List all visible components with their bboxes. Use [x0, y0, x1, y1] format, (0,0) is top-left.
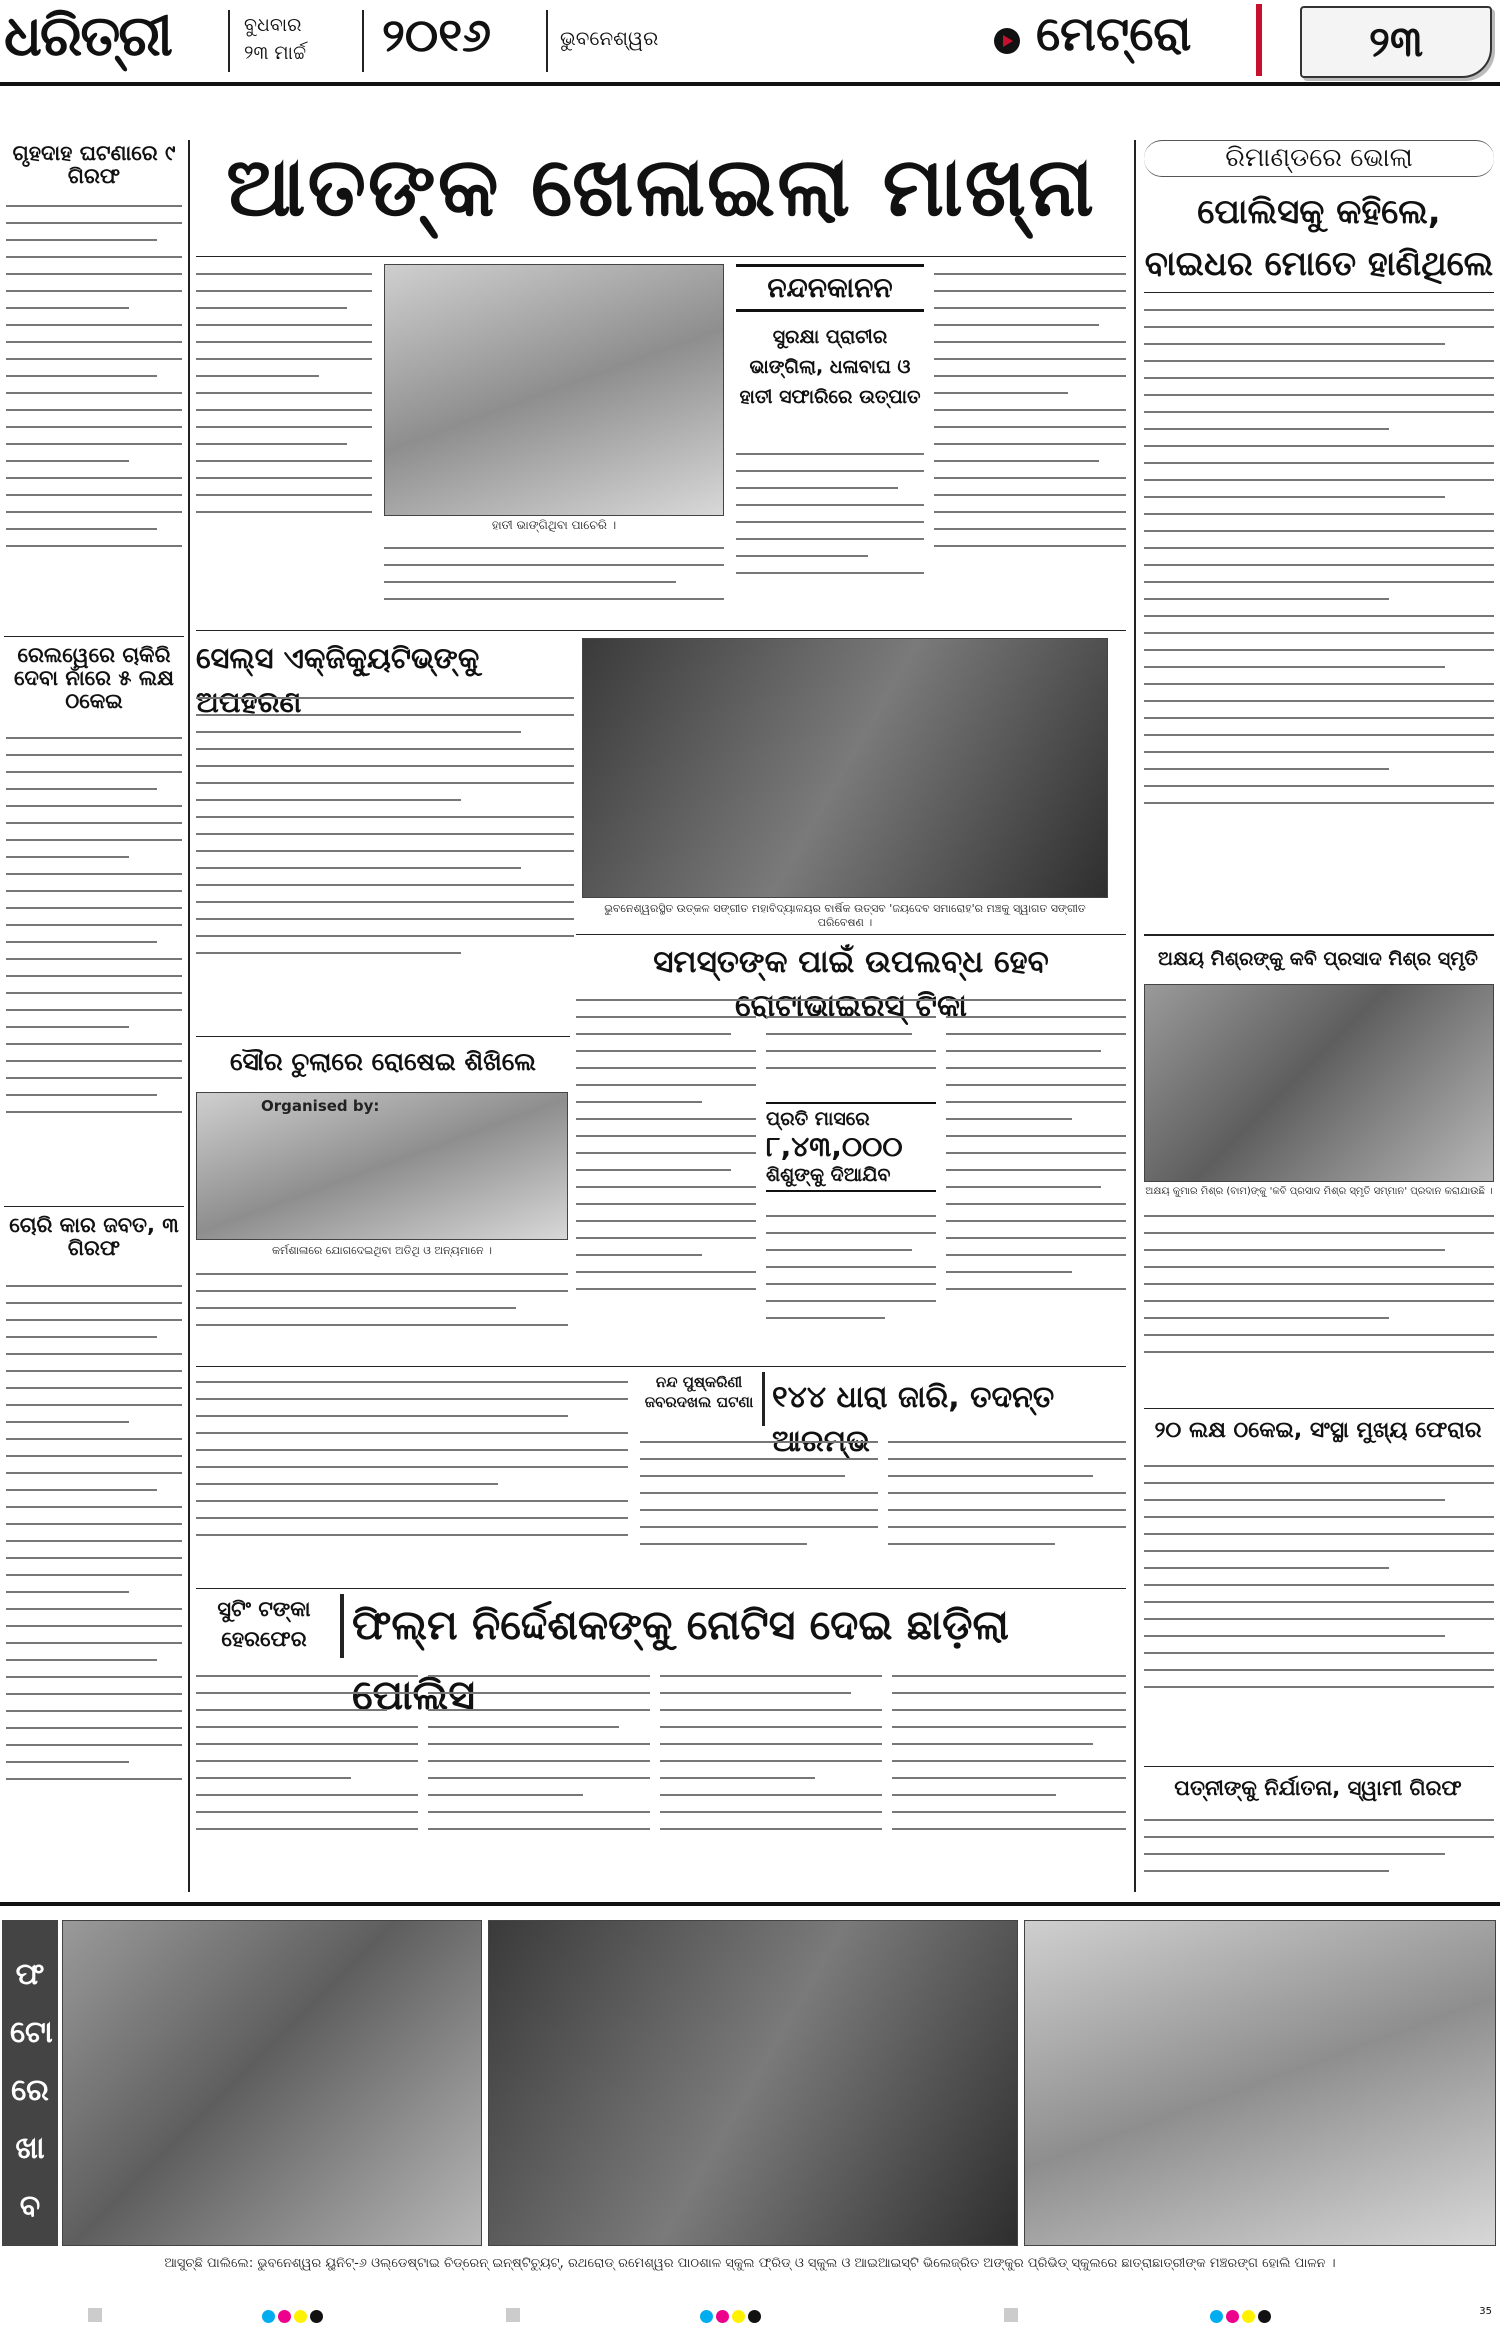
nanda-kicker: ନନ୍ଦ ପୁଷ୍କରିଣୀ ଜବରଦଖଲ ଘଟଣା	[644, 1373, 754, 1411]
akshay-headline: ଅକ୍ଷୟ ମିଶ୍ରଙ୍କୁ କବି ପ୍ରସାଦ ମିଶ୍ର ସ୍ମୃତି	[1158, 948, 1478, 970]
rota-pullquote-line3: ଶିଶୁଙ୍କୁ ଦିଆଯିବ	[766, 1164, 891, 1186]
film-body-col4	[892, 1666, 1126, 1886]
rota-body-col1	[576, 990, 756, 1362]
broken-wall-caption: ହାତୀ ଭାଙ୍ଗିଥିବା ପାଚେରି ।	[491, 518, 617, 532]
rota-pullquote-line1: ପ୍ରତି ମାସରେ	[766, 1108, 870, 1130]
right-top-kicker: ରିମାଣ୍ଡରେ ଭୋଲା	[1144, 140, 1494, 177]
left-story-2-body	[6, 728, 182, 1198]
masthead-year: ୨୦୧୬	[382, 8, 492, 62]
nanda-headline: ୧୪୪ ଧାରା ଜାରି, ତଦନ୍ତ ଆରମ୍ଭ	[772, 1380, 1055, 1459]
rota-body-col2	[766, 990, 936, 1098]
rota-body-col3	[946, 990, 1126, 1362]
fraud-body	[1144, 1456, 1494, 1760]
photo-story-label	[2, 1920, 58, 2282]
right-top-body	[1144, 300, 1494, 906]
newspaper-logo: ଧରିତ୍ରୀ	[4, 4, 171, 69]
left-story-3-body	[6, 1276, 182, 1880]
main-story-body-col4	[934, 264, 1126, 628]
print-registration-bar	[0, 2306, 1500, 2326]
fraud-headline: ୨୦ ଲକ୍ଷ ଠକେଇ, ସଂସ୍ଥା ମୁଖ୍ୟ ଫେରାର	[1154, 1418, 1482, 1443]
rota-pullquote	[766, 1102, 936, 1192]
concert-photo	[582, 638, 1108, 898]
akshay-award-photo	[1144, 984, 1494, 1182]
page-folio: 35	[1479, 2306, 1492, 2317]
accent-divider	[1256, 4, 1262, 76]
solar-body	[196, 1264, 568, 1362]
solar-workshop-photo	[196, 1092, 568, 1240]
masthead-day: ବୁଧବାର	[244, 14, 302, 36]
film-body-col1	[196, 1666, 418, 1886]
nandan-subtitle: ସୁରକ୍ଷା ପ୍ରାଚୀର ଭାଙ୍ଗିଲା, ଧଳାବାଘ ଓ ହାତୀ ସଫାରିରେ ଉତ୍ପାତ	[739, 326, 921, 408]
concert-caption: ଭୁବନେଶ୍ୱରସ୍ଥିତ ଉତ୍କଳ ସଙ୍ଗୀତ ମହାବିଦ୍ୟାଳୟର ବାର୍ଷିକ ଉତ୍ସବ 'ଜୟଦେବ ସମାରୋହ'ର ମଞ୍ଚକୁ ସ୍ୱାଗତ ସଙ୍ଗୀତ ପରିବେଷଣ ।	[604, 902, 1086, 929]
main-story-body-under-photo	[384, 538, 724, 628]
main-headline: ଆତଙ୍କ ଖେଳାଇଲା ମାଖ୍ନା	[226, 140, 1096, 235]
main-story-body-col3	[736, 444, 924, 628]
sales-headline: ସେଲ୍ସ ଏକ୍ଜିକ୍ୟୁଟିଭ୍ଙ୍କୁ ଅପହରଣ	[196, 641, 480, 719]
rota-body-col2b	[766, 1206, 936, 1362]
holi-photo-1	[62, 1920, 482, 2246]
photo-story-caption: ଆସୁଚ୍ଛି ପାଲିଲେ: ଭୁବନେଶ୍ୱର ୟୁନିଟ୍-୬ ଓଲ୍ଡେଷ୍ଟାଇ ଚିଡ୍ରେନ୍ ଇନ୍‌ଷ୍ଟିଚ୍ୟୁଟ୍, ରଥରୋଡ୍ ରମେଶ୍ୱର ପାଠଶାଳ ସ୍କୁଲ ଫ୍ରିଡ୍ ଓ ସ୍କୁଲ ଓ ଆଇଆଇସ୍ଟି ଭିଲେଜ୍‌ରିତ ଅଙ୍କୁର ପ୍ରିଭିଡ୍ ସ୍କୁଲରେ ଛାତ୍ରାଛାତ୍ରୀଙ୍କ ମଞ୍ଚରଙ୍ଗ ହୋଲି ପାଳନ ।	[164, 2256, 1336, 2271]
play-icon	[994, 28, 1020, 54]
nandan-title: ନନ୍ଦନକାନନ	[736, 264, 924, 312]
sales-body	[196, 688, 574, 1028]
film-headline: ଫିଲ୍ମ ନିର୍ଦ୍ଦେଶକଙ୍କୁ ନୋଟିସ ଦେଇ ଛାଡ଼ିଲା ପୋଲିସ	[352, 1601, 1009, 1719]
main-story-body-col1	[196, 264, 372, 584]
rota-headline: ସମସ୍ତଙ୍କ ପାଇଁ ଉପଲବ୍ଧ ହେବ ରୋଟାଭାଇରସ୍ ଟିକା	[653, 944, 1049, 1024]
page-number: ୨୩	[1369, 17, 1423, 66]
masthead-city: ଭୁବନେଶ୍ୱର	[560, 26, 659, 50]
photo-story-label-text: ଫଟୋ ରେଖା ବର	[10, 1957, 53, 2282]
page-number-tab	[1300, 6, 1492, 78]
akshay-caption: ଅକ୍ଷୟ କୁମାର ମିଶ୍ର (ବାମ)ଙ୍କୁ 'କବି ପ୍ରସାଦ ମିଶ୍ର ସ୍ମୃତି ସମ୍ମାନ' ପ୍ରଦାନ କରାଯାଉଛି ।	[1145, 1186, 1493, 1197]
left-story-1-headline: ଗୃହଦାହ ଘଟଣାରେ ୯ ଗିରଫ	[12, 141, 176, 189]
wife-headline: ପତ୍ନୀଙ୍କୁ ନିର୍ଯାତନା, ସ୍ୱାମୀ ଗିରଫ	[1174, 1776, 1462, 1800]
film-body-col2	[428, 1666, 650, 1886]
nandan-box	[736, 264, 924, 442]
section-title: ମେଟ୍ରୋ	[1036, 6, 1192, 62]
wife-body	[1144, 1810, 1494, 1890]
center-left-body	[196, 1372, 628, 1582]
right-top-headline: ପୋଲିସକୁ କହିଲେ, ବାଇଧର ମୋତେ ହାଣିଥିଲେ	[1144, 192, 1494, 284]
holi-photo-3	[1024, 1920, 1496, 2246]
solar-banner-text: Organised by:	[261, 1097, 380, 1115]
nanda-body-col2	[888, 1432, 1126, 1582]
film-body-col3	[660, 1666, 882, 1886]
left-story-1-body	[6, 196, 182, 626]
masthead-date: ୨୩ ମାର୍ଚ୍ଚ	[244, 42, 307, 64]
film-kicker: ସୁଟିଂ ଟଙ୍କା ହେରଫେର	[217, 1597, 311, 1651]
left-story-3-headline: ଚୋରି କାର ଜବତ, ୩ ଗିରଫ	[9, 1213, 179, 1261]
akshay-body	[1144, 1206, 1494, 1402]
holi-photo-2	[488, 1920, 1018, 2246]
broken-wall-photo	[384, 264, 724, 516]
masthead	[0, 0, 1500, 80]
solar-headline: ସୌର ଚୁଲାରେ ରୋଷେଇ ଶିଖିଲେ	[229, 1047, 537, 1076]
rota-pullquote-number: ୮,୪୩,୦୦୦	[766, 1130, 903, 1163]
nanda-body-col1	[640, 1432, 878, 1582]
left-story-2-headline: ରେଲୱେରେ ଚାକିରି ଦେବା ନାଁରେ ୫ ଲକ୍ଷ ଠକେଇ	[13, 643, 175, 714]
solar-caption: କର୍ମଶାଳାରେ ଯୋଗଦେଇଥିବା ଅତିଥି ଓ ଅନ୍ୟମାନେ ।	[272, 1244, 492, 1257]
